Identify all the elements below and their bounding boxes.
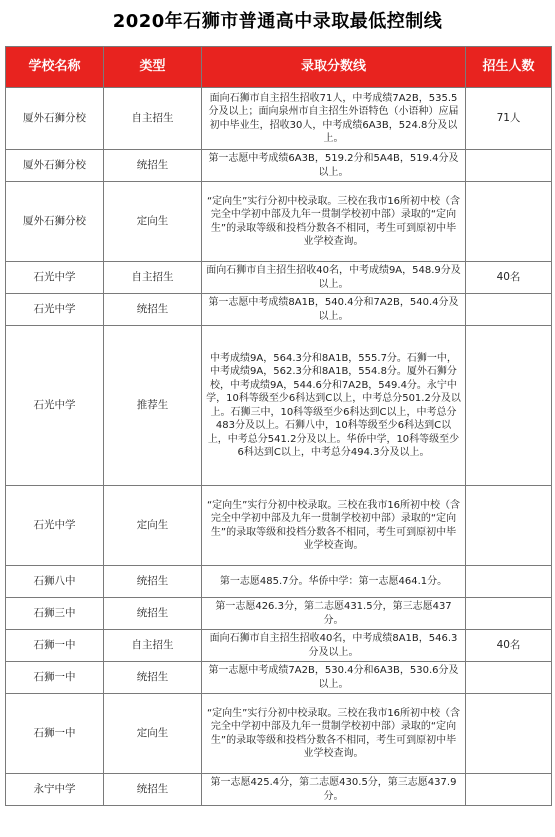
table-row <box>6 182 552 262</box>
cell-score: “定向生”实行分初中校录取。三校在我市16所初中校（含完全中学初中部及九年一贯制学校初中部）录取的“定向生”的录取等级和投档分数各不相同，考生可到原初中毕业学校查询。 <box>202 182 466 262</box>
cell-count <box>466 326 552 486</box>
cell-score: 第一志愿425.4分，第二志愿430.5分，第三志愿437.9分。 <box>202 774 466 806</box>
cell-count <box>466 486 552 566</box>
cell-type: 统招生 <box>104 598 202 630</box>
cell-count <box>466 566 552 598</box>
table-row <box>6 326 552 486</box>
cell-type: 定向生 <box>104 694 202 774</box>
cell-count: 71人 <box>466 88 552 150</box>
header-score: 录取分数线 <box>202 47 466 88</box>
cell-count <box>466 662 552 694</box>
cell-school: 石光中学 <box>6 262 104 294</box>
cell-score: 中考成绩9A，564.3分和8A1B，555.7分。石狮一中，中考成绩9A，562.3分和8A1B，554.8分。厦外石狮分校，中考成绩9A，544.6分和7A2B，549.4分。永宁中学，10科等级至少6科达到C以上，中考总分501.2分及以上。石狮三中，10科等级至少6科达到C以上，中考总分483分及以上。石狮八中，10科等级至少6科达到C以上，中考总分541.2分及以上。华侨中学，10科等级至少6科达到C以上，中考总分494.3分及以上。 <box>202 326 466 486</box>
cell-type: 统招生 <box>104 294 202 326</box>
cell-type: 定向生 <box>104 182 202 262</box>
cell-school: 厦外石狮分校 <box>6 182 104 262</box>
cell-type: 自主招生 <box>104 88 202 150</box>
table-row <box>6 566 552 598</box>
cell-school: 石光中学 <box>6 294 104 326</box>
cell-school: 石狮一中 <box>6 630 104 662</box>
cell-count: 40名 <box>466 630 552 662</box>
cell-school: 石光中学 <box>6 326 104 486</box>
table-row <box>6 262 552 294</box>
cell-type: 自主招生 <box>104 630 202 662</box>
cell-score: 第一志愿中考成绩6A3B，519.2分和5A4B，519.4分及以上。 <box>202 150 466 182</box>
cell-count <box>466 774 552 806</box>
admission-table <box>5 46 552 806</box>
cell-school: 石光中学 <box>6 486 104 566</box>
cell-count <box>466 694 552 774</box>
cell-count <box>466 182 552 262</box>
table-row <box>6 662 552 694</box>
cell-score: 第一志愿426.3分，第二志愿431.5分，第三志愿437分。 <box>202 598 466 630</box>
table-row <box>6 150 552 182</box>
cell-type: 统招生 <box>104 662 202 694</box>
cell-type: 统招生 <box>104 774 202 806</box>
cell-school: 石狮一中 <box>6 694 104 774</box>
header-count: 招生人数 <box>466 47 552 88</box>
cell-score: 第一志愿中考成绩7A2B，530.4分和6A3B，530.6分及以上。 <box>202 662 466 694</box>
cell-score: 面向石狮市自主招生招收40名，中考成绩8A1B，546.3分及以上。 <box>202 630 466 662</box>
cell-count <box>466 150 552 182</box>
table-header-row <box>6 47 552 88</box>
header-school: 学校名称 <box>6 47 104 88</box>
cell-score: 面向石狮市自主招生招收40名，中考成绩9A，548.9分及以上。 <box>202 262 466 294</box>
cell-count <box>466 598 552 630</box>
cell-school: 永宁中学 <box>6 774 104 806</box>
cell-type: 统招生 <box>104 566 202 598</box>
cell-type: 统招生 <box>104 150 202 182</box>
cell-score: 面向石狮市自主招生招收71人，中考成绩7A2B，535.5分及以上；面向泉州市自主招生外语特色（小语种）应届初中毕业生，招收30人，中考成绩6A3B，524.8分及以上。 <box>202 88 466 150</box>
cell-school: 厦外石狮分校 <box>6 88 104 150</box>
cell-school: 石狮八中 <box>6 566 104 598</box>
cell-school: 石狮三中 <box>6 598 104 630</box>
cell-score: 第一志愿485.7分。华侨中学：第一志愿464.1分。 <box>202 566 466 598</box>
cell-type: 定向生 <box>104 486 202 566</box>
cell-score: 第一志愿中考成绩8A1B，540.4分和7A2B，540.4分及以上。 <box>202 294 466 326</box>
table-row <box>6 294 552 326</box>
cell-count <box>466 294 552 326</box>
page-title: 2020年石狮市普通高中录取最低控制线 <box>112 11 443 32</box>
cell-count: 40名 <box>466 262 552 294</box>
cell-score: “定向生”实行分初中校录取。三校在我市16所初中校（含完全中学初中部及九年一贯制学校初中部）录取的“定向生”的录取等级和投档分数各不相同，考生可到原初中毕业学校查询。 <box>202 694 466 774</box>
table-row <box>6 694 552 774</box>
cell-school: 石狮一中 <box>6 662 104 694</box>
table-row <box>6 486 552 566</box>
table-row <box>6 598 552 630</box>
table-row <box>6 88 552 150</box>
cell-school: 厦外石狮分校 <box>6 150 104 182</box>
cell-score: “定向生”实行分初中校录取。三校在我市16所初中校（含完全中学初中部及九年一贯制学校初中部）录取的“定向生”的录取等级和投档分数各不相同，考生可到原初中毕业学校查询。 <box>202 486 466 566</box>
table-row <box>6 630 552 662</box>
cell-type: 自主招生 <box>104 262 202 294</box>
cell-type: 推荐生 <box>104 326 202 486</box>
table-row <box>6 774 552 806</box>
header-type: 类型 <box>104 47 202 88</box>
